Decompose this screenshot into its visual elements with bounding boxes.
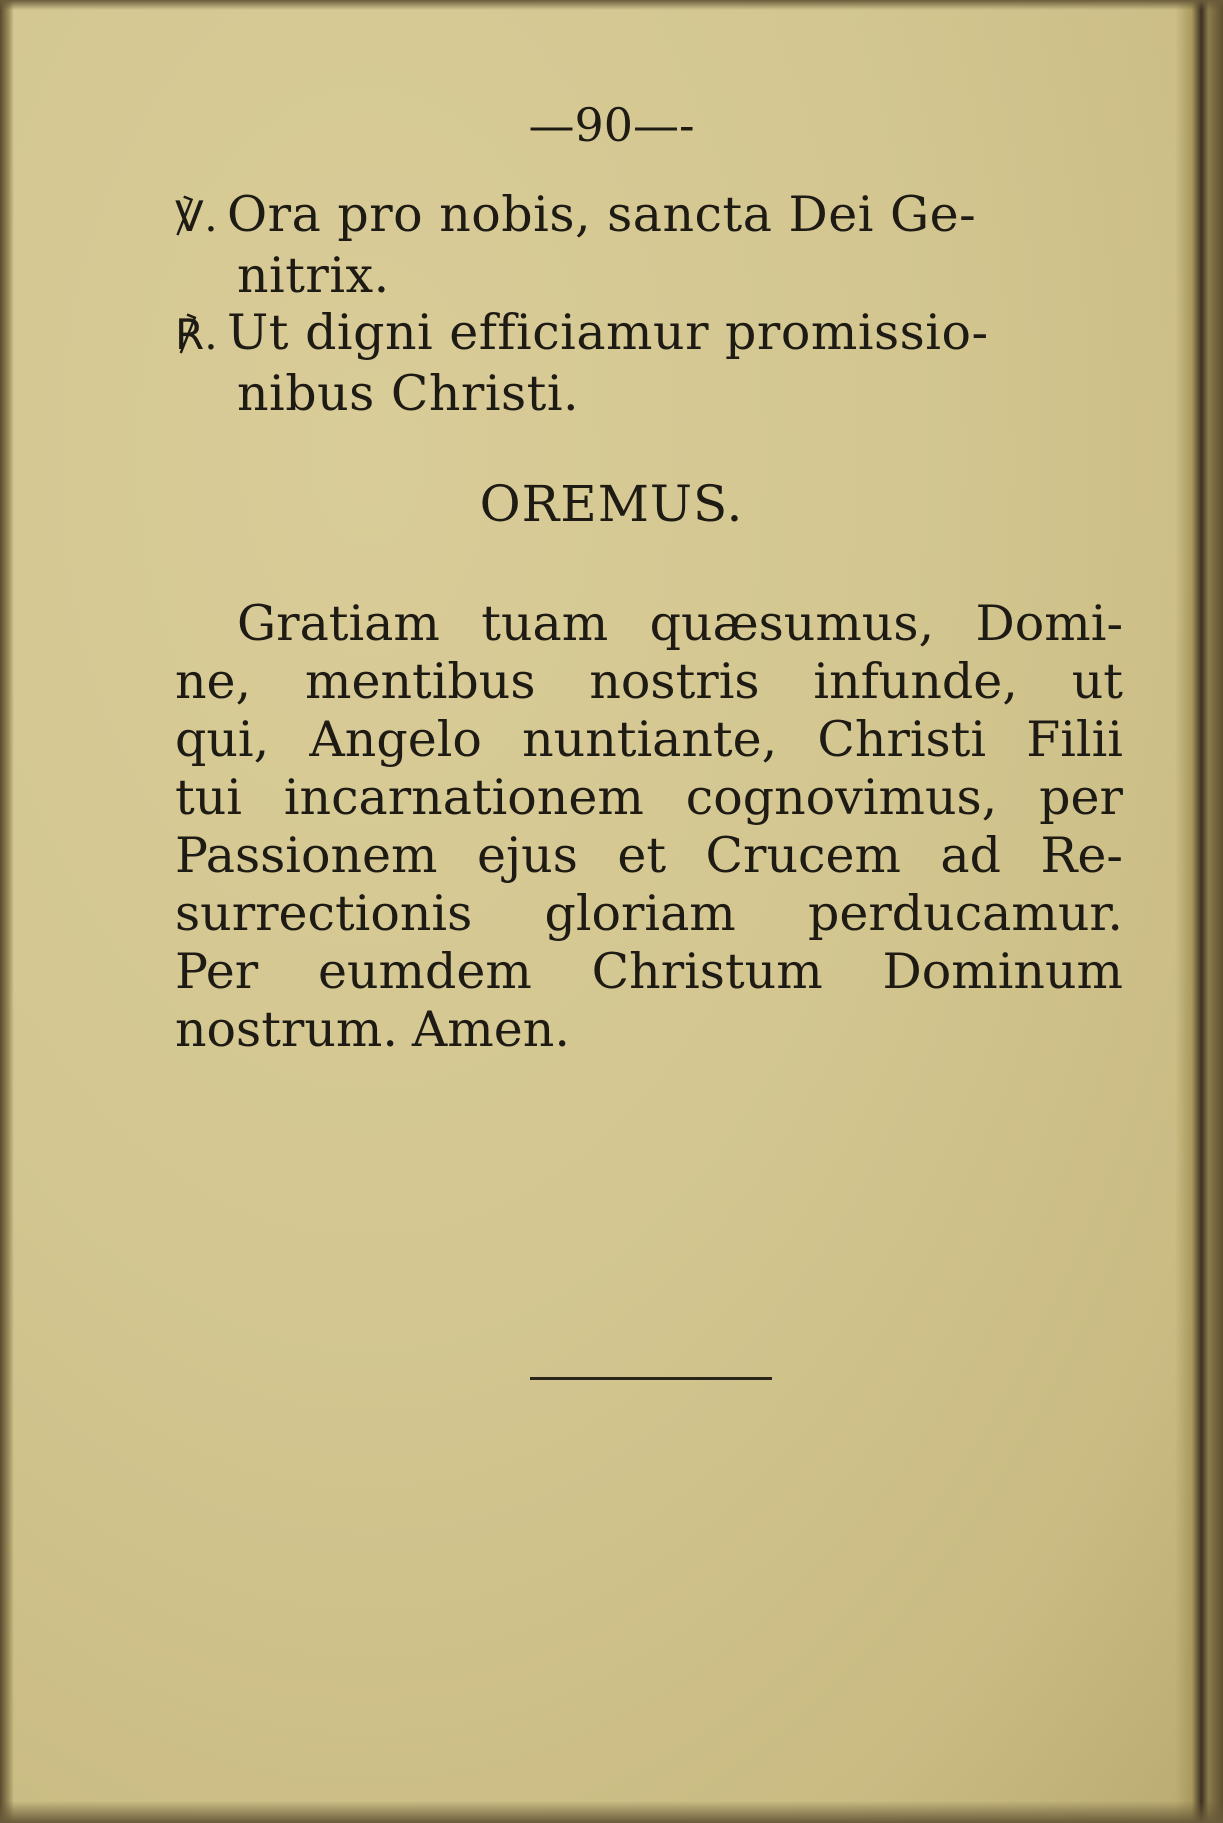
prayer-word: Christum	[591, 943, 823, 1000]
page-bottom-edge	[0, 1801, 1223, 1823]
prayer-word: Angelo	[309, 711, 482, 768]
prayer-line	[175, 769, 1123, 827]
prayer-word: ejus	[476, 827, 578, 884]
page-left-edge	[0, 0, 14, 1823]
prayer-word: Re-	[1040, 827, 1123, 884]
prayer-word: cognovimus,	[685, 769, 998, 826]
prayer-word: per	[1039, 769, 1123, 826]
prayer-word: Amen.	[411, 1001, 570, 1058]
prayer-word: incarnationem	[283, 769, 644, 826]
prayer-word: Christi	[817, 711, 987, 768]
versicle-line-2: nitrix.	[237, 247, 390, 304]
prayer-word: Crucem	[705, 827, 901, 884]
prayer-line	[175, 711, 1123, 769]
prayer-word: nostrum.	[175, 1001, 398, 1058]
prayer-word: infunde,	[813, 653, 1018, 710]
response-symbol: ℟.	[175, 310, 219, 359]
prayer-word: ut	[1071, 653, 1123, 710]
prayer-word: tuam	[481, 595, 609, 652]
page-number: —90—-	[528, 98, 695, 152]
prayer-line	[175, 885, 1123, 943]
response	[175, 303, 1121, 423]
response-line-2: nibus Christi.	[237, 365, 580, 422]
prayer-line	[175, 1001, 1123, 1059]
response-line-1: Ut digni efficiamur promissio-	[227, 304, 989, 361]
versicle-line-1: Ora pro nobis, sancta Dei Ge-	[227, 186, 977, 243]
prayer-word: ad	[940, 827, 1001, 884]
prayer-word: Dominum	[882, 943, 1123, 1000]
prayer-line	[175, 827, 1123, 885]
page-top-edge	[0, 0, 1223, 10]
closing-rule	[530, 1377, 772, 1380]
versicle-symbol: ℣.	[175, 192, 219, 241]
prayer-word: mentibus	[305, 653, 536, 710]
prayer-word: surrectionis	[175, 885, 473, 942]
prayer-word: Gratiam	[237, 595, 440, 652]
prayer-word: perducamur.	[807, 885, 1123, 942]
prayer-word: Filii	[1026, 711, 1123, 768]
oremus-heading: OREMUS.	[479, 475, 744, 533]
prayer-word: Per	[175, 943, 259, 1000]
prayer-word: gloriam	[544, 885, 736, 942]
prayer-word: nostris	[589, 653, 760, 710]
prayer-word: tui	[175, 769, 242, 826]
prayer-line	[175, 943, 1123, 1001]
prayer-text	[175, 595, 1123, 1059]
page-right-edge	[1175, 0, 1223, 1823]
prayer-word: qui,	[175, 711, 270, 768]
prayer-word: nuntiante,	[522, 711, 778, 768]
prayer-word: et	[617, 827, 667, 884]
prayer-word: Passionem	[175, 827, 438, 884]
prayer-word: Domi-	[975, 595, 1123, 652]
prayer-word: quæsumus,	[649, 595, 935, 652]
prayer-line	[175, 595, 1123, 653]
versicle	[175, 185, 1121, 305]
prayer-word: eumdem	[318, 943, 532, 1000]
prayer-word: ne,	[175, 653, 252, 710]
prayer-line	[175, 653, 1123, 711]
